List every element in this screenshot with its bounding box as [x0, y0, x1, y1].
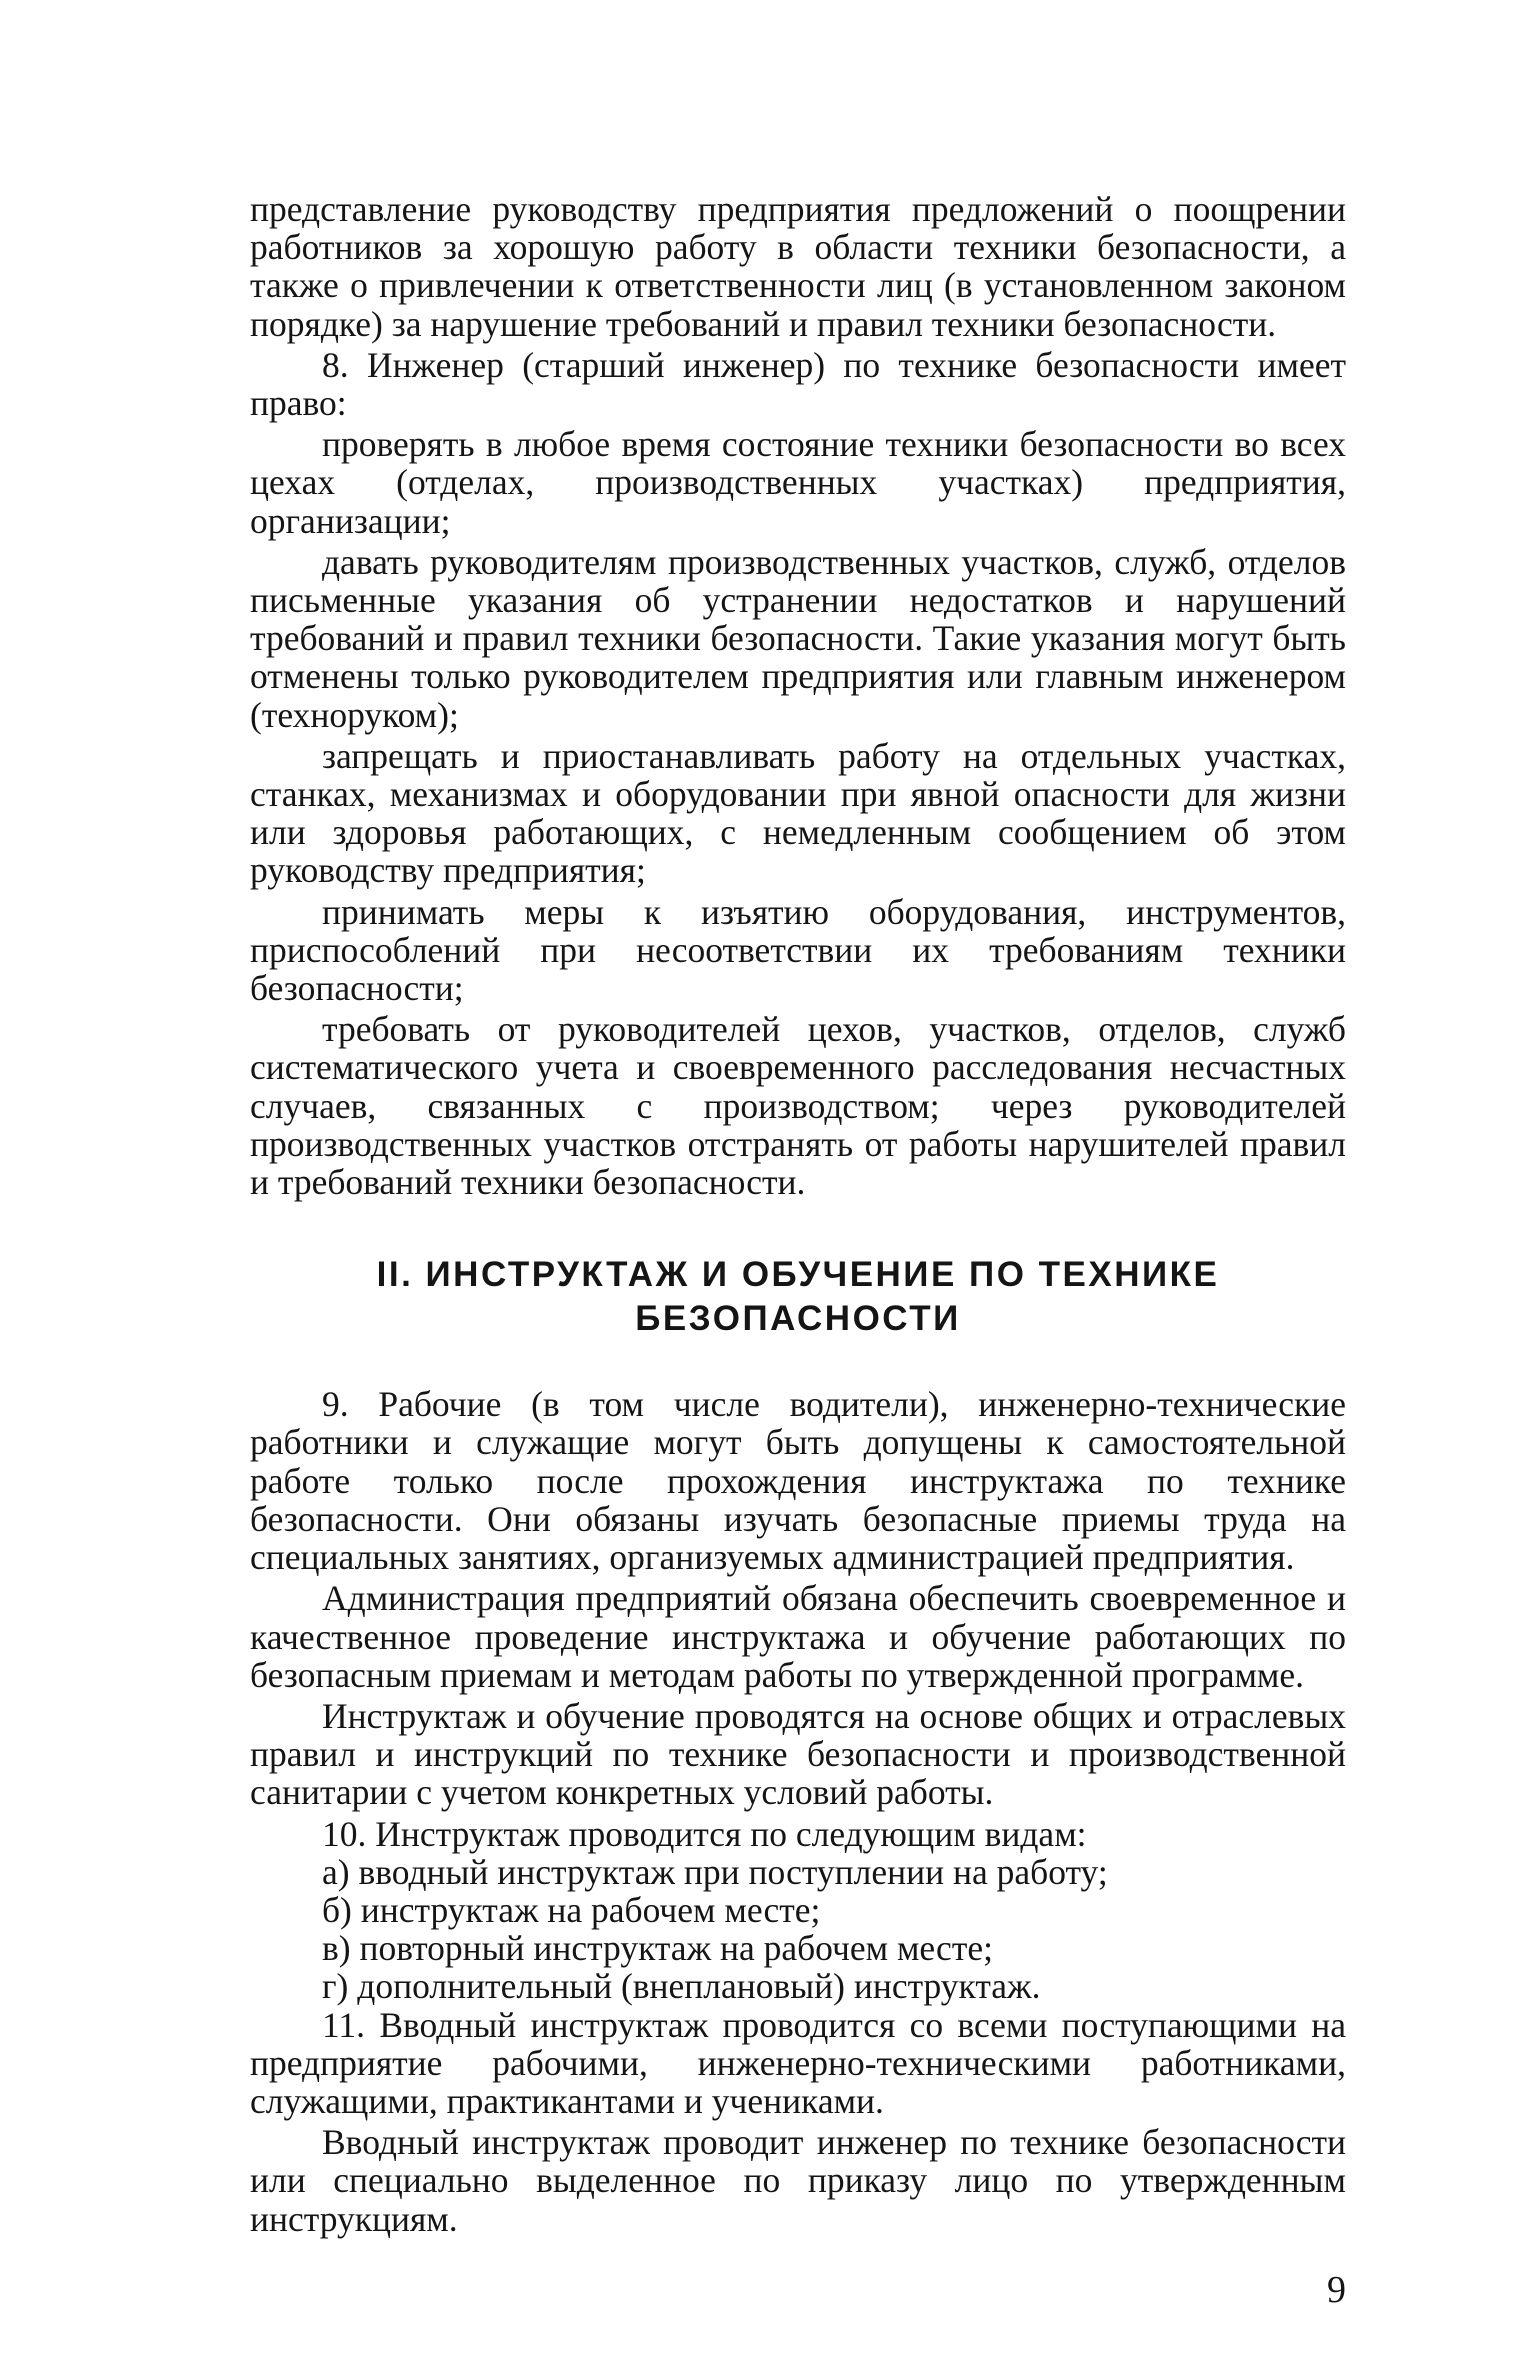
paragraph-right-inspect: проверять в любое время состояние техники безопасности во всех цехах (отделах, производственных участках) предприятия, организации; — [250, 424, 1346, 541]
paragraph-introductory-conducted-by: Вводный инструктаж проводит инженер по технике безопасности или специально выделенное по приказу лицо по утвержденным инструкциям. — [250, 2122, 1346, 2239]
paragraph-item-10-types: 10. Инструктаж проводится по следующим видам: — [322, 1813, 1087, 1854]
paragraph-continuation-encouragement: представление руководству предприятия предложений о поощрении работников за хорошую работу в области техники безопасности, а также о привлечении к ответственности лиц (в установленном законом порядке) за нарушение требований и правил техники безопасности. — [250, 189, 1346, 344]
list-item-g-additional: г) дополнительный (внеплановый) инструктаж. — [322, 1966, 1041, 2007]
paragraph-instruction-basis: Инструктаж и обучение проводятся на основе общих и отраслевых правил и инструкций по технике безопасности и производственной санитарии с учетом конкретных условий работы. — [250, 1695, 1346, 1813]
paragraph-administration-duty: Администрация предприятий обязана обеспечить своевременное и качественное проведение инструктажа и обучение работающих по безопасным приемам и методам работы по утвержденной программе. — [250, 1578, 1346, 1695]
section-heading-ii — [250, 1253, 1346, 1341]
paragraph-right-withdraw-equipment: принимать меры к изъятию оборудования, инструментов, приспособлений при несоответствии их требованиям техники безопасности; — [250, 891, 1346, 1009]
paragraph-item-11-introductory: 11. Вводный инструктаж проводится со всеми поступающими на предприятие рабочими, инженерно-техническими работниками, служащими, практикантами и учениками. — [250, 2004, 1346, 2121]
book-page — [250, 190, 1346, 2310]
list-item-a-introductory: а) вводный инструктаж при поступлении на работу; — [322, 1851, 1108, 1892]
section-heading-line-2: БЕЗОПАСНОСТИ — [635, 1299, 961, 1339]
paragraph-right-prohibit-work: запрещать и приостанавливать работу на отдельных участках, станках, механизмах и оборудовании при явной опасности для жизни или здоровья работающих, с немедленным сообщением об этом руководству предприятия; — [250, 735, 1346, 891]
paragraph-item-9-admission: 9. Рабочие (в том числе водители), инженерно-технические работники и служащие могут быть допущены к самостоятельной работе только после прохождения инструктажа по технике безопасности. Они обязаны изучать безопасные приемы труда на специальных занятиях, организуемых администрацией предприятия. — [250, 1384, 1346, 1578]
paragraph-right-instructions: давать руководителям производственных участков, служб, отделов письменные указания об устранении недостатков и нарушений требований и правил техники безопасности. Такие указания могут быть отменены только руководителем предприятия или главным инженером (техноруком); — [250, 541, 1346, 735]
list-item-v-repeated: в) повторный инструктаж на рабочем месте; — [322, 1928, 993, 1969]
page-number: 9 — [1327, 2269, 1346, 2311]
list-item-b-workplace: б) инструктаж на рабочем месте; — [322, 1889, 821, 1930]
paragraph-right-require-accounting: требовать от руководителей цехов, участков, отделов, служб систематического учета и своевременного расследования несчастных случаев, связанных с производством; через руководителей производственных участков отстранять от работы нарушителей правил и требований техники безопасности. — [250, 1009, 1346, 1203]
section-heading-line-1: II. ИНСТРУКТАЖ И ОБУЧЕНИЕ ПО ТЕХНИКЕ — [376, 1255, 1220, 1295]
paragraph-item-8-engineer-rights: 8. Инженер (старший инженер) по технике безопасности имеет право: — [250, 344, 1346, 424]
